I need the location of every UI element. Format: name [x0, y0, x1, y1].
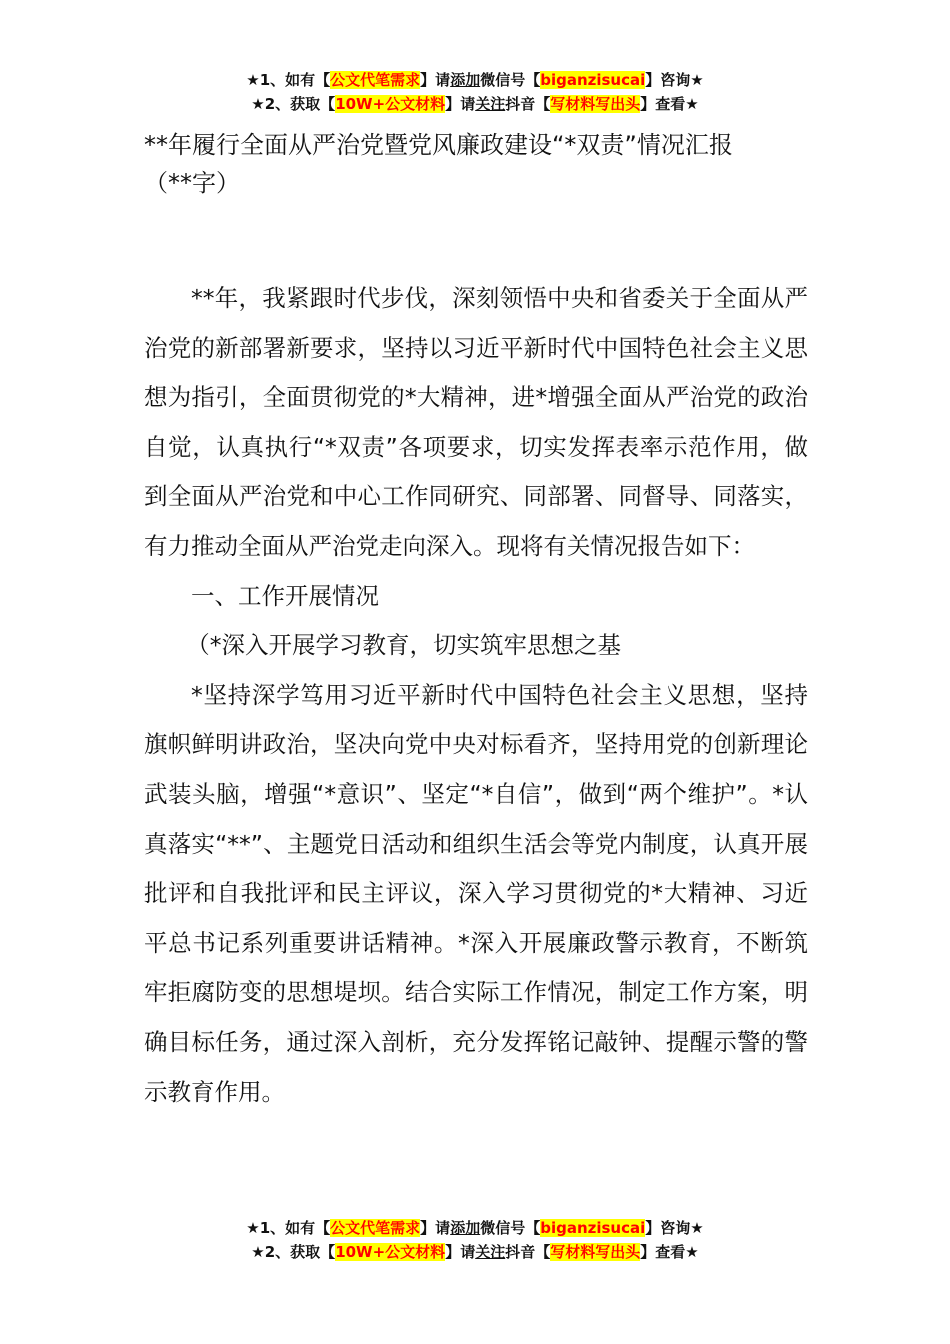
section-heading: 一、工作开展情况: [191, 581, 379, 610]
banner-text: 】请: [420, 71, 451, 89]
banner-text: 抖音【: [505, 95, 551, 113]
banner-highlight: 10W+公文材料: [335, 1243, 446, 1261]
banner-highlight: 10W+公文材料: [335, 95, 446, 113]
banner-underlined-text: 添加: [450, 71, 481, 89]
banner-text: ★1、如有【: [246, 71, 331, 89]
banner-highlight: 写材料写出头: [550, 95, 641, 113]
banner-text: 】查看★: [640, 95, 699, 113]
banner-text: 微信号【: [480, 1219, 541, 1237]
bottom-banner: [0, 1216, 950, 1264]
banner-line-2: [0, 1240, 950, 1264]
banner-highlight: biganzisucai: [540, 71, 646, 89]
banner-highlight: 写材料写出头: [550, 1243, 641, 1261]
top-banner: [0, 68, 950, 116]
banner-text: 】咨询★: [645, 1219, 704, 1237]
banner-line-2: [0, 92, 950, 116]
banner-underlined-text: 关注: [475, 95, 506, 113]
intro-paragraph: **年，我紧跟时代步伐，深刻领悟中央和省委关于全面从严治党的新部署新要求，坚持以习近平新时代中国特色社会主义思想为指引，全面贯彻党的*大精神，进*增强全面从严治党的政治自觉，认真执行“*双责”各项要求，切实发挥表率示范作用，做到全面从严治党和中心工作同研究、同部署、同督导、同落实，有力推动全面从严治党走向深入。现将有关情况报告如下：: [144, 284, 808, 560]
banner-text: ★1、如有【: [246, 1219, 331, 1237]
banner-highlight: biganzisucai: [540, 1219, 646, 1237]
document-body: [144, 274, 808, 1117]
banner-text: 】请: [445, 95, 476, 113]
banner-text: 抖音【: [505, 1243, 551, 1261]
banner-text: 】查看★: [640, 1243, 699, 1261]
document-title: **年履行全面从严治党暨党风廉政建设“*双责”情况汇报 （**字）: [144, 131, 733, 197]
banner-text: ★2、获取【: [251, 95, 336, 113]
banner-text: ★2、获取【: [251, 1243, 336, 1261]
body-paragraph: *坚持深学笃用习近平新时代中国特色社会主义思想，坚持旗帜鲜明讲政治，坚决向党中央对标看齐，坚持用党的创新理论武装头脑，增强“*意识”、坚定“*自信”，做到“两个维护”。*认真落实“**”、主题党日活动和组织生活会等党内制度，认真开展批评和自我批评和民主评议，深入学习贯彻党的*大精神、习近平总书记系列重要讲话精神。*深入开展廉政警示教育，不断筑牢拒腐防变的思想堤坝。结合实际工作情况，制定工作方案，明确目标任务，通过深入剖析，充分发挥铭记敲钟、提醒示警的警示教育作用。: [144, 680, 808, 1106]
banner-highlight: 公文代笔需求: [330, 1219, 421, 1237]
banner-highlight: 公文代笔需求: [330, 71, 421, 89]
subsection-heading: （*深入开展学习教育，切实筑牢思想之基: [186, 631, 622, 660]
banner-line-1: [0, 68, 950, 92]
banner-text: 微信号【: [480, 71, 541, 89]
banner-underlined-text: 关注: [475, 1243, 506, 1261]
banner-text: 】请: [420, 1219, 451, 1237]
banner-line-1: [0, 1216, 950, 1240]
banner-underlined-text: 添加: [450, 1219, 481, 1237]
banner-text: 】请: [445, 1243, 476, 1261]
banner-text: 】咨询★: [645, 71, 704, 89]
